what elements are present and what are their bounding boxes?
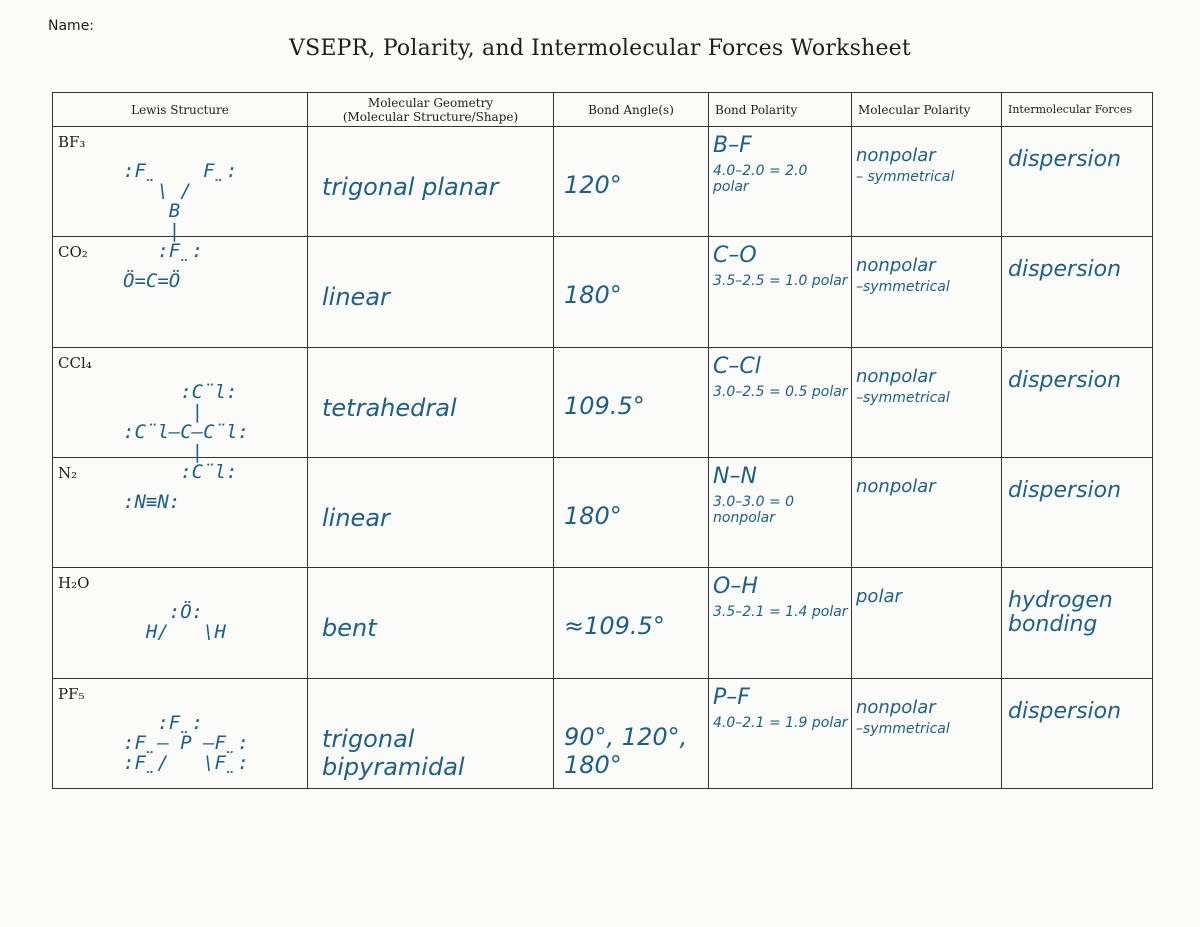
molecular-polarity-cell	[852, 127, 1002, 237]
lewis-cell	[53, 237, 308, 347]
bond-calc: 3.5–2.1 = 1.4 polar	[713, 604, 848, 621]
angle-cell	[554, 457, 709, 567]
formula: BF₃	[58, 133, 86, 151]
imf-cell	[1002, 568, 1153, 678]
header-row	[53, 93, 1153, 127]
bond-calc: 3.0–3.0 = 0 nonpolar	[713, 493, 795, 526]
angle-cell	[554, 678, 709, 788]
molecular-polarity-value: nonpolar	[856, 255, 936, 277]
imf-cell	[1002, 127, 1153, 237]
angle-value: 109.5°	[564, 391, 645, 420]
molecular-polarity-note: – symmetrical	[856, 169, 955, 185]
geometry-value: bent	[322, 614, 377, 643]
imf-value: dispersion	[1008, 698, 1122, 724]
header-angle: Bond Angle(s)	[554, 93, 709, 127]
bond-calc: 3.5–2.5 = 1.0 polar	[713, 273, 848, 290]
angle-cell	[554, 127, 709, 237]
imf-value: dispersion	[1008, 477, 1122, 503]
geometry-cell	[308, 457, 554, 567]
geometry-value: trigonal bipyramidal	[322, 724, 465, 781]
table-row	[53, 237, 1153, 347]
page-title: VSEPR, Polarity, and Intermolecular Forces Worksheet	[289, 36, 911, 61]
geometry-value: linear	[322, 503, 390, 532]
bond-label: P–F	[713, 684, 750, 710]
lewis-structure: :Ö: H/ \H	[145, 601, 226, 644]
molecular-polarity-value: nonpolar	[856, 145, 936, 166]
angle-cell	[554, 347, 709, 457]
angle-value: 90°, 120°, 180°	[564, 722, 688, 779]
formula: N₂	[58, 463, 78, 482]
angle-cell	[554, 237, 709, 347]
bond-label: N–N	[713, 463, 757, 489]
molecular-polarity-value: nonpolar	[856, 365, 936, 387]
table-row	[53, 568, 1153, 678]
lewis-cell	[53, 457, 308, 567]
bond-polarity-cell	[709, 568, 852, 678]
table-row	[53, 347, 1153, 457]
bond-polarity-cell	[709, 347, 852, 457]
molecular-polarity-note: –symmetrical	[856, 720, 950, 737]
header-molecular-polarity: Molecular Polarity	[852, 93, 1002, 127]
bond-polarity-cell	[709, 678, 852, 788]
imf-value: dispersion	[1008, 257, 1122, 283]
molecular-polarity-cell	[852, 568, 1002, 678]
bond-calc: 4.0–2.0 = 2.0 polar	[713, 163, 808, 195]
header-lewis: Lewis Structure	[53, 93, 308, 127]
molecular-polarity-cell	[852, 678, 1002, 788]
worksheet-table	[52, 92, 1153, 789]
name-label: Name:	[48, 18, 95, 34]
molecular-polarity-note: –symmetrical	[856, 389, 950, 406]
geometry-cell	[308, 237, 554, 347]
geometry-cell	[308, 568, 554, 678]
header-imf: Intermolecular Forces	[1002, 93, 1153, 127]
molecular-polarity-cell	[852, 347, 1002, 457]
bond-label: C–O	[713, 243, 757, 269]
imf-cell	[1002, 237, 1153, 347]
molecular-polarity-cell	[852, 457, 1002, 567]
lewis-structure: :F̤: :F̤– P –F̤: :F̤/ \F̤:	[123, 711, 249, 774]
imf-value: dispersion	[1008, 367, 1122, 393]
bond-label: O–H	[713, 574, 758, 600]
geometry-value: tetrahedral	[322, 393, 457, 422]
formula: CO₂	[58, 243, 88, 262]
angle-value: 180°	[564, 281, 622, 310]
molecular-polarity-value: nonpolar	[856, 475, 936, 497]
geometry-value: linear	[322, 283, 390, 312]
header-bond-polarity: Bond Polarity	[709, 93, 852, 127]
imf-value: hydrogen	[1008, 588, 1113, 614]
angle-value: 120°	[564, 171, 622, 199]
lewis-structure: Ö=C=Ö	[123, 270, 181, 293]
imf-value-line2: bonding	[1008, 612, 1098, 638]
lewis-structure: :F̤ F̤: \ / B | :F̤:	[123, 160, 238, 262]
bond-calc: 4.0–2.1 = 1.9 polar	[713, 714, 848, 731]
imf-cell	[1002, 678, 1153, 788]
table-row	[53, 678, 1153, 788]
bond-polarity-cell	[709, 237, 852, 347]
lewis-structure: :N≡N:	[123, 490, 181, 513]
table-row	[53, 457, 1153, 567]
molecular-polarity-cell	[852, 237, 1002, 347]
table-row	[53, 127, 1153, 237]
imf-cell	[1002, 457, 1153, 567]
angle-value: 180°	[564, 501, 622, 530]
molecular-polarity-value: polar	[856, 586, 902, 608]
bond-label: C–Cl	[713, 353, 761, 379]
lewis-cell	[53, 678, 308, 788]
formula: PF₅	[58, 684, 85, 703]
molecular-polarity-value: nonpolar	[856, 696, 936, 718]
lewis-cell	[53, 568, 308, 678]
bond-polarity-cell	[709, 127, 852, 237]
bond-label: B–F	[713, 133, 752, 158]
angle-value: ≈109.5°	[564, 612, 665, 641]
imf-cell	[1002, 347, 1153, 457]
angle-cell	[554, 568, 709, 678]
formula: CCl₄	[58, 353, 92, 372]
lewis-structure: :C̈l: | :C̈l–C–C̈l: | :C̈l:	[123, 380, 249, 483]
bond-calc: 3.0–2.5 = 0.5 polar	[713, 383, 848, 400]
header-geometry: Molecular Geometry (Molecular Structure/Shape)	[308, 93, 554, 127]
imf-value: dispersion	[1008, 147, 1122, 172]
bond-polarity-cell	[709, 457, 852, 567]
geometry-cell	[308, 127, 554, 237]
geometry-cell	[308, 678, 554, 788]
molecular-polarity-note: –symmetrical	[856, 279, 950, 296]
geometry-value: trigonal planar	[322, 173, 499, 201]
geometry-cell	[308, 347, 554, 457]
formula: H₂O	[58, 574, 90, 593]
